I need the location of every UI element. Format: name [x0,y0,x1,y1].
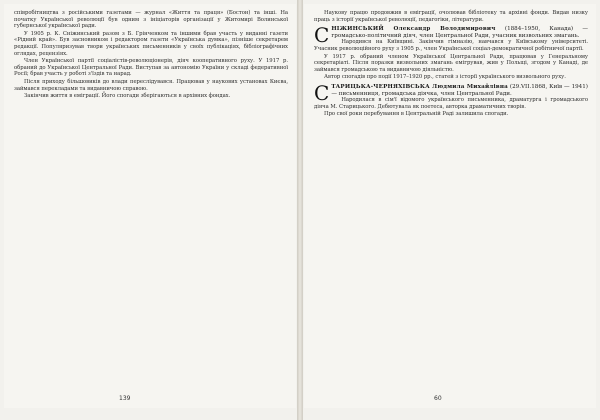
paragraph: Народилася в сім'ї відомого українського письменника, драматурга і громадського діяча М. Старицького. Дебютувала як поетеса, авторка драматичних творів. [314,97,588,110]
entry-name: ТАРИЦЬКА-ЧЕРНЯХІВСЬКА Людмила Михайлівна [331,83,508,90]
paragraph: У 1917 р. обраний членом Української Центральної Ради, працював у Генеральному секретаріаті. Після поразки визвольних змагань емігрував, жив у Польщі, згодом у Канаді, де займався громадською та видавничою діяльністю. [314,53,588,73]
paragraph: Автор спогадів про події 1917–1920 рр., статей з історії українського визвольного руху. [324,74,566,81]
biography-entry [314,80,588,118]
entry-dates: (29.VII.1868, Київ — 1941) — письменниця, громадська діячка, член Центральної Ради. [331,83,588,97]
paragraph: Наукову працю продовжив в еміграції, очолював бібліотеку та архівні фонди. Видав низку праць з історії української революції, педагогіки, літератури. [314,10,588,23]
paragraph: Про свої роки перебування в Центральній Раді залишила спогади. [324,111,509,118]
paragraph: Закінчив життя в еміграції. Його спогади зберігаються в архівних фондах. [24,93,231,100]
right-page [304,4,596,408]
paragraph: У 1905 р. К. Сніжинський разом з Б. Грінченком та іншими брав участь у виданні газети «Рідний край». Був засновником і редактором газети «Українська думка», пізніше секретарем редакції. Популяризував твори українських письменників у своїх публікаціях, бібліографічних оглядах, рецензіях. [14,30,288,57]
paragraph: Після приходу більшовиків до влади переслідувався. Працював у наукових установах Києва, займався перекладами та видавничою справою. [14,78,288,92]
biography-entry [314,23,588,81]
left-page [4,4,296,408]
page-number: 139 [119,395,131,402]
right-page-text [314,10,588,119]
drop-cap: С [314,80,330,105]
drop-cap: С [314,23,330,48]
paragraph: співробітництва з російськими газетами — журнал «Життя та праця» (Бостон) та інші. На початку Української революції був одним з ініціаторів організації у Житомирі Волинської губернської української ради. [14,10,288,30]
left-page-text [14,10,288,101]
entry-dates: (1884–1950, Канада) — громадсько-політичний діяч, член Центральної Ради, учасник визвольних змагань. [331,26,588,39]
entry-name: НІЖИНСЬКИЙ Олександр Володимирович [331,26,496,33]
book-gutter [297,0,303,420]
page-number: 60 [434,395,442,402]
paragraph: Народився на Київщині. Закінчив гімназію, навчався у Київському університеті. Учасник революційного руху з 1905 р., член Української соціал-демократичної робітничої партії. [314,39,588,52]
paragraph: Член Української партії соціалістів-революціонерів, діяч кооперативного руху. У 1917 р. обраний до Української Центральної Ради. Виступав за автономію України у складі федеративної Росії; брав участь у роботі з'їздів та нарад. [14,58,288,78]
